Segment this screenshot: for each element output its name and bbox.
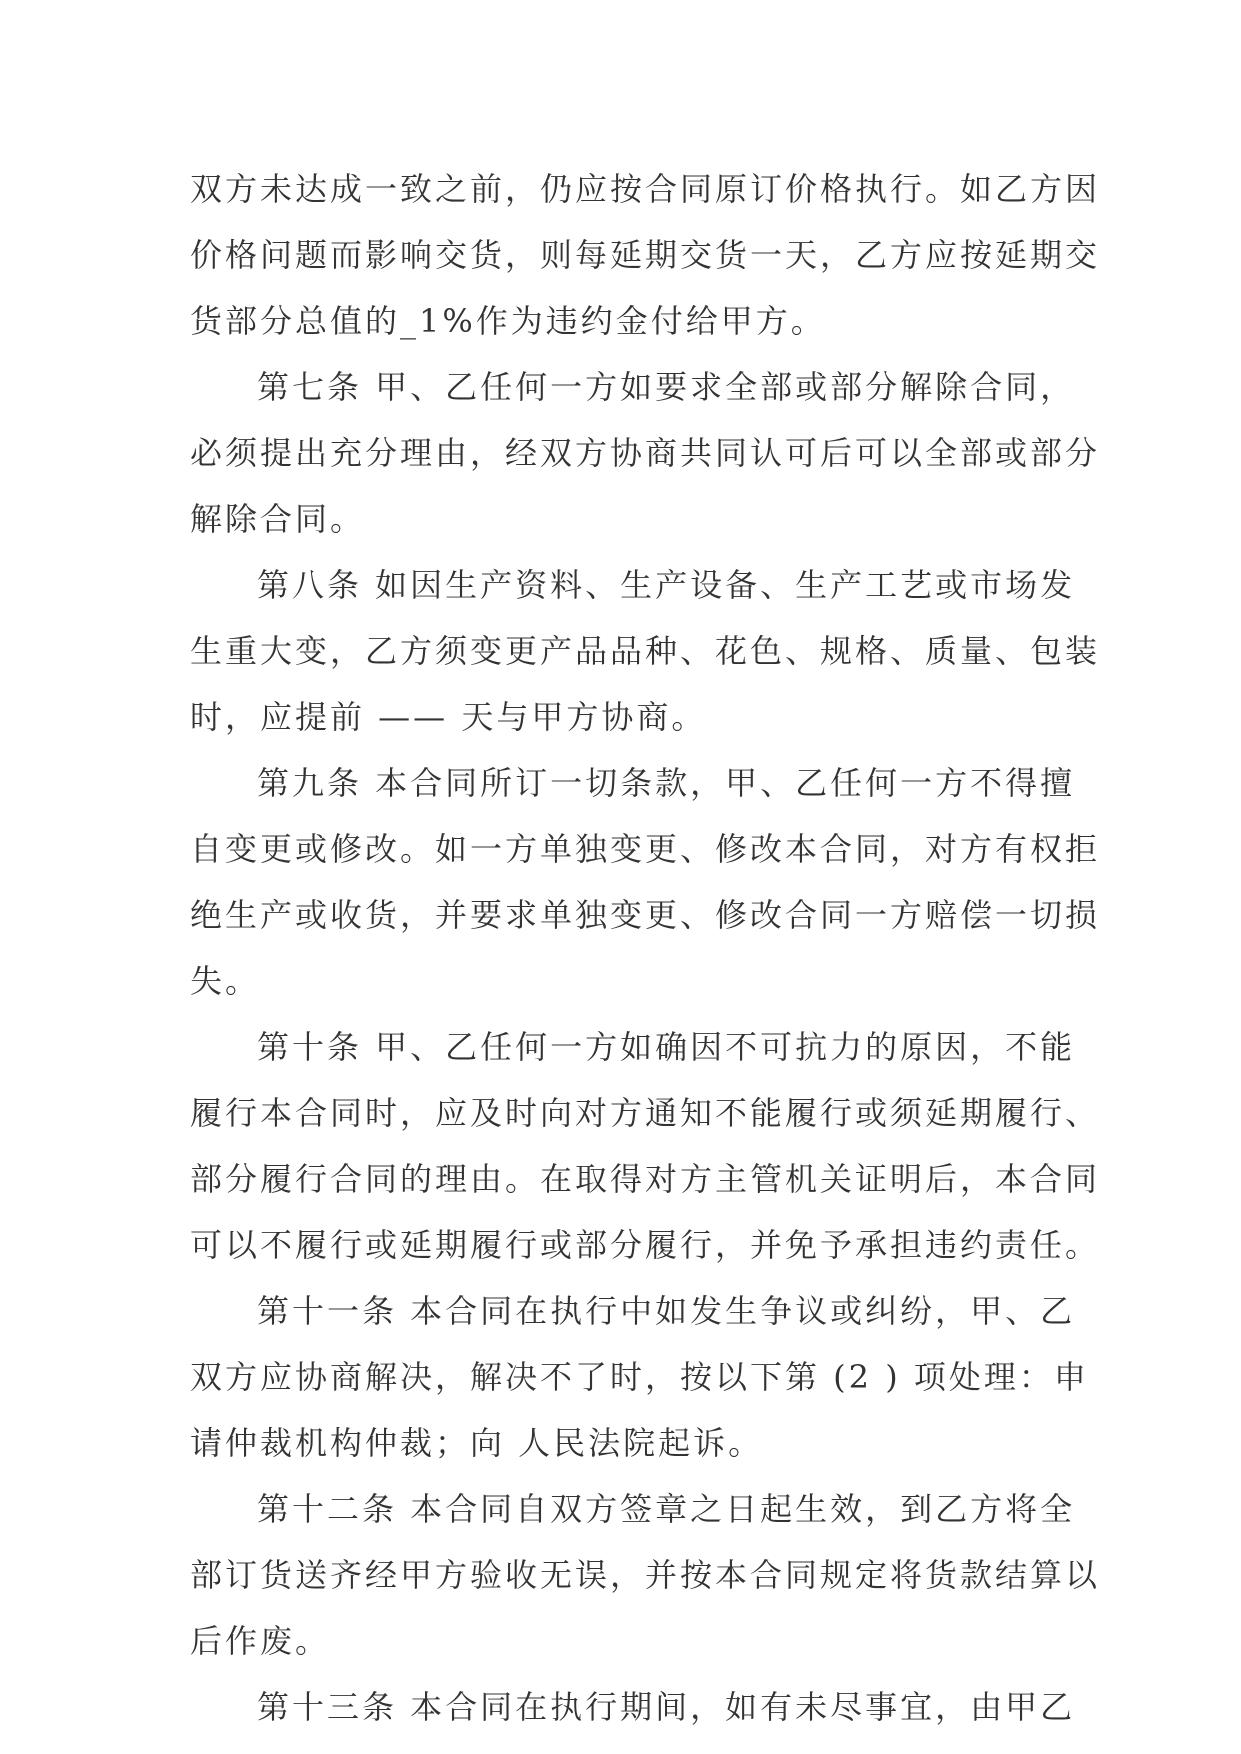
text-line: 部分履行合同的理由。在取得对方主管机关证明后，本合同 xyxy=(190,1160,1101,1198)
text-line: 后作废。 xyxy=(190,1622,331,1660)
clause-9-heading-line: 第九条 本合同所订一切条款，甲、乙任何一方不得擅 xyxy=(257,764,1076,802)
clause-11-heading-line: 第十一条 本合同在执行中如发生争议或纠纷，甲、乙 xyxy=(257,1292,1076,1330)
text-line: 时，应提前 —— 天与甲方协商。 xyxy=(190,698,707,736)
text-line: 请仲裁机构仲裁；向 人民法院起诉。 xyxy=(190,1424,764,1462)
text-line: 自变更或修改。如一方单独变更、修改本合同，对方有权拒 xyxy=(190,830,1101,868)
text-line: 双方未达成一致之前，仍应按合同原订价格执行。如乙方因 xyxy=(190,170,1101,208)
text-line: 生重大变，乙方须变更产品品种、花色、规格、质量、包装 xyxy=(190,632,1101,670)
text-line: 履行本合同时，应及时向对方通知不能履行或须延期履行、 xyxy=(190,1094,1101,1132)
text-line: 部订货送齐经甲方验收无误，并按本合同规定将货款结算以 xyxy=(190,1556,1101,1594)
clause-13-heading-line: 第十三条 本合同在执行期间，如有未尽事宜，由甲乙 xyxy=(257,1688,1076,1726)
text-line: 解除合同。 xyxy=(190,500,366,538)
text-line: 绝生产或收货，并要求单独变更、修改合同一方赔偿一切损 xyxy=(190,896,1101,934)
text-line: 可以不履行或延期履行或部分履行，并免予承担违约责任。 xyxy=(190,1226,1101,1264)
text-line: 货部分总值的_1%作为违约金付给甲方。 xyxy=(190,302,826,340)
text-line: 必须提出充分理由，经双方协商共同认可后可以全部或部分 xyxy=(190,434,1101,472)
text-line: 失。 xyxy=(190,962,261,1000)
clause-8-heading-line: 第八条 如因生产资料、生产设备、生产工艺或市场发 xyxy=(257,566,1076,604)
clause-7-heading-line: 第七条 甲、乙任何一方如要求全部或部分解除合同， xyxy=(257,368,1076,406)
clause-10-heading-line: 第十条 甲、乙任何一方如确因不可抗力的原因，不能 xyxy=(257,1028,1076,1066)
text-line: 价格问题而影响交货，则每延期交货一天，乙方应按延期交 xyxy=(190,236,1101,274)
clause-12-heading-line: 第十二条 本合同自双方签章之日起生效，到乙方将全 xyxy=(257,1490,1076,1528)
text-line: 双方应协商解决，解决不了时，按以下第 (2 ) 项处理：申 xyxy=(190,1358,1089,1396)
